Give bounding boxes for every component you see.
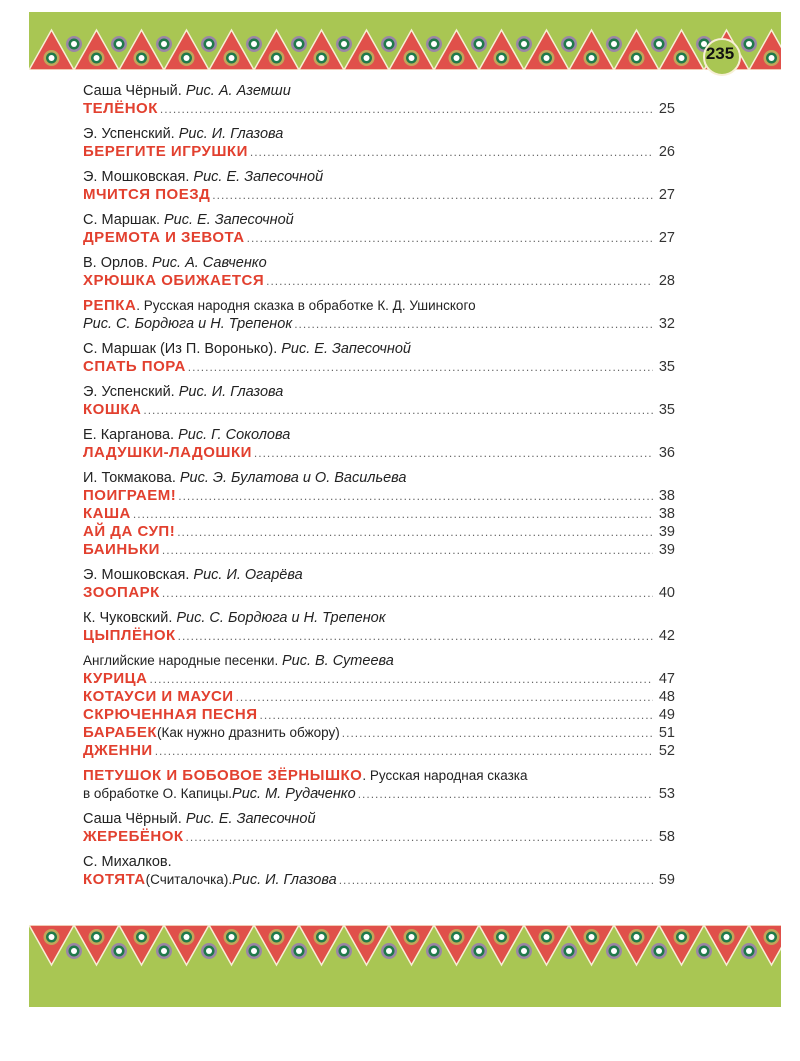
dot-leader (212, 186, 653, 204)
dot-leader (162, 541, 653, 559)
toc-line[interactable] (83, 541, 675, 559)
story-title[interactable]: РЕПКА (83, 297, 137, 314)
author: К. Чуковский. (83, 610, 177, 626)
toc-line[interactable] (83, 742, 675, 760)
illustrator: Рис. А. Аземши (185, 83, 291, 99)
story-title[interactable]: ПЕТУШОК И БОБОВОЕ ЗЁРНЫШКО (83, 767, 363, 784)
table-of-contents (83, 82, 675, 896)
author: С. Маршак. (83, 212, 164, 228)
toc-line[interactable] (83, 871, 675, 889)
dot-leader (266, 272, 653, 290)
top-decorative-band (29, 12, 781, 70)
story-title[interactable]: КОШКА (83, 401, 142, 418)
author: С. Михалков. (83, 854, 172, 870)
toc-entry (83, 125, 675, 161)
bottom-decorative-band (29, 925, 781, 1007)
story-title[interactable]: ДЖЕННИ (83, 742, 153, 759)
toc-line[interactable] (83, 100, 675, 118)
story-title[interactable]: ДРЕМОТА И ЗЕВОТА (83, 229, 245, 246)
story-title[interactable]: БАИНЬКИ (83, 541, 160, 558)
story-title[interactable]: БЕРЕГИТЕ ИГРУШКИ (83, 143, 248, 160)
page-ref: 49 (658, 707, 675, 723)
toc-line[interactable] (83, 401, 675, 419)
page-ref: 25 (658, 101, 675, 117)
toc-entry (83, 340, 675, 376)
toc-line[interactable] (83, 358, 675, 376)
triangle-border-top (29, 12, 781, 70)
toc-line[interactable] (83, 785, 675, 803)
dot-leader (250, 143, 653, 161)
page-ref: 58 (658, 829, 675, 845)
story-title[interactable]: БАРАБЕК (83, 724, 158, 741)
story-title[interactable]: КОТЯТА (83, 871, 146, 888)
toc-entry (83, 652, 675, 760)
author: Э. Мошковская. (83, 169, 194, 185)
toc-line[interactable] (83, 229, 675, 247)
dot-leader (188, 358, 653, 376)
story-title[interactable]: ПОИГРАЕМ! (83, 487, 177, 504)
story-title[interactable]: СКРЮЧЕННАЯ ПЕСНЯ (83, 706, 258, 723)
toc-entry (83, 383, 675, 419)
dot-leader (254, 444, 653, 462)
page-ref: 40 (658, 585, 675, 601)
toc-entry (83, 609, 675, 645)
dot-leader (143, 401, 653, 419)
dot-leader (177, 523, 653, 541)
author: Е. Карганова. (83, 427, 179, 443)
toc-line[interactable] (83, 724, 675, 742)
toc-entry (83, 853, 675, 889)
toc-line[interactable] (83, 315, 675, 333)
page-ref: 38 (658, 488, 675, 504)
page-ref: 35 (658, 359, 675, 375)
dot-leader (162, 584, 653, 602)
illustrator: Рис. Е. Запесочной (185, 811, 316, 827)
dot-leader (178, 627, 653, 645)
story-title[interactable]: СПАТЬ ПОРА (83, 358, 186, 375)
toc-line[interactable] (83, 505, 675, 523)
dot-leader (149, 670, 653, 688)
dot-leader (247, 229, 653, 247)
toc-line[interactable] (83, 444, 675, 462)
dot-leader (339, 871, 653, 889)
triangle-border-bottom (29, 925, 781, 1007)
illustrator: Рис. Э. Булатова и О. Васильева (179, 470, 407, 486)
page-ref: 48 (658, 689, 675, 705)
page-ref: 53 (658, 786, 675, 802)
toc-entry (83, 426, 675, 462)
page-number: 235 (705, 44, 735, 63)
page-ref: 39 (658, 542, 675, 558)
page-ref: 35 (658, 402, 675, 418)
illustrator: Рис. А. Савченко (152, 255, 267, 271)
author: В. Орлов. (83, 255, 153, 271)
page-ref: 47 (658, 671, 675, 687)
dot-leader (155, 742, 653, 760)
toc-line[interactable] (83, 143, 675, 161)
author: С. Маршак (Из П. Воронько). (83, 341, 282, 357)
toc-entry (83, 254, 675, 290)
author: Э. Успенский. (83, 126, 179, 142)
dot-leader (358, 785, 653, 803)
author: Саша Чёрный. (83, 83, 186, 99)
story-title[interactable]: КОТАУСИ И МАУСИ (83, 688, 234, 705)
toc-entry (83, 297, 675, 333)
dot-leader (133, 505, 653, 523)
story-title[interactable]: КУРИЦА (83, 670, 148, 687)
story-title[interactable]: ЦЫПЛЁНОК (83, 627, 176, 644)
author: И. Токмакова. (83, 470, 180, 486)
illustrator: Рис. В. Сутеева (281, 653, 394, 669)
page-ref: 32 (658, 316, 675, 332)
page-ref: 39 (658, 524, 675, 540)
toc-entry (83, 767, 675, 803)
illustrator: Рис. М. Рудаченко (232, 786, 356, 802)
dot-leader (236, 688, 653, 706)
toc-line[interactable] (83, 584, 675, 602)
page-ref: 42 (658, 628, 675, 644)
toc-line[interactable] (83, 487, 675, 505)
story-description: в обработке О. Капицы. (83, 786, 233, 801)
page-ref: 26 (658, 144, 675, 160)
toc-entry (83, 82, 675, 118)
author: Э. Успенский. (83, 384, 179, 400)
story-title[interactable]: ЖЕРЕБЁНОК (83, 828, 184, 845)
toc-line[interactable] (83, 706, 675, 724)
toc-entry (83, 566, 675, 602)
toc-line[interactable] (83, 670, 675, 688)
author: Саша Чёрный. (83, 811, 186, 827)
page-ref: 59 (658, 872, 675, 888)
toc-line[interactable] (83, 272, 675, 290)
story-note: (Как нужно дразнить обжору) (157, 725, 340, 740)
illustrator: Рис. И. Глазова (232, 872, 337, 888)
illustrator: Рис. Е. Запесочной (164, 212, 294, 228)
story-title[interactable]: ХРЮШКА ОБИЖАЕТСЯ (83, 272, 265, 289)
illustrator: Рис. И. Глазова (178, 384, 284, 400)
dot-leader (160, 100, 653, 118)
dot-leader (342, 724, 653, 742)
story-title[interactable]: АЙ ДА СУП! (83, 523, 176, 540)
toc-entry (83, 469, 675, 559)
illustrator: Рис. С. Бордюга и Н. Трепенок (176, 610, 386, 626)
story-description: . Русская народная сказка (362, 768, 528, 783)
toc-line[interactable] (83, 688, 675, 706)
dot-leader (294, 315, 653, 333)
illustrator: Рис. И. Огарёва (193, 567, 303, 583)
page-ref: 27 (658, 187, 675, 203)
toc-entry (83, 168, 675, 204)
toc-line[interactable] (83, 627, 675, 645)
story-note: (Считалочка). (145, 872, 233, 887)
illustrator: Рис. Е. Запесочной (193, 169, 324, 185)
dot-leader (260, 706, 654, 724)
page-ref: 51 (658, 725, 675, 741)
story-title[interactable]: КАША (83, 505, 131, 522)
illustrator: Рис. С. Бордюга и Н. Трепенок (83, 316, 293, 332)
story-description: . Русская народня сказка в обработке К. Д. Ушинского (136, 298, 476, 313)
story-title[interactable]: МЧИТСЯ ПОЕЗД (83, 186, 211, 203)
toc-line[interactable] (83, 828, 675, 846)
toc-entry (83, 211, 675, 247)
page-ref: 52 (658, 743, 675, 759)
author: Английские народные песенки. (83, 653, 282, 668)
illustrator: Рис. И. Глазова (178, 126, 284, 142)
toc-line[interactable] (83, 186, 675, 204)
toc-entry (83, 810, 675, 846)
illustrator: Рис. Е. Запесочной (281, 341, 411, 357)
illustrator: Рис. Г. Соколова (178, 427, 291, 443)
dot-leader (186, 828, 653, 846)
dot-leader (178, 487, 653, 505)
story-title[interactable]: ТЕЛЁНОК (83, 100, 158, 117)
page-ref: 38 (658, 506, 675, 522)
author: Э. Мошковская. (83, 567, 194, 583)
story-title[interactable]: ЛАДУШКИ-ЛАДОШКИ (83, 444, 252, 461)
story-title[interactable]: ЗООПАРК (83, 584, 160, 601)
page-ref: 28 (658, 273, 675, 289)
toc-line[interactable] (83, 523, 675, 541)
page-ref: 27 (658, 230, 675, 246)
page-ref: 36 (658, 445, 675, 461)
